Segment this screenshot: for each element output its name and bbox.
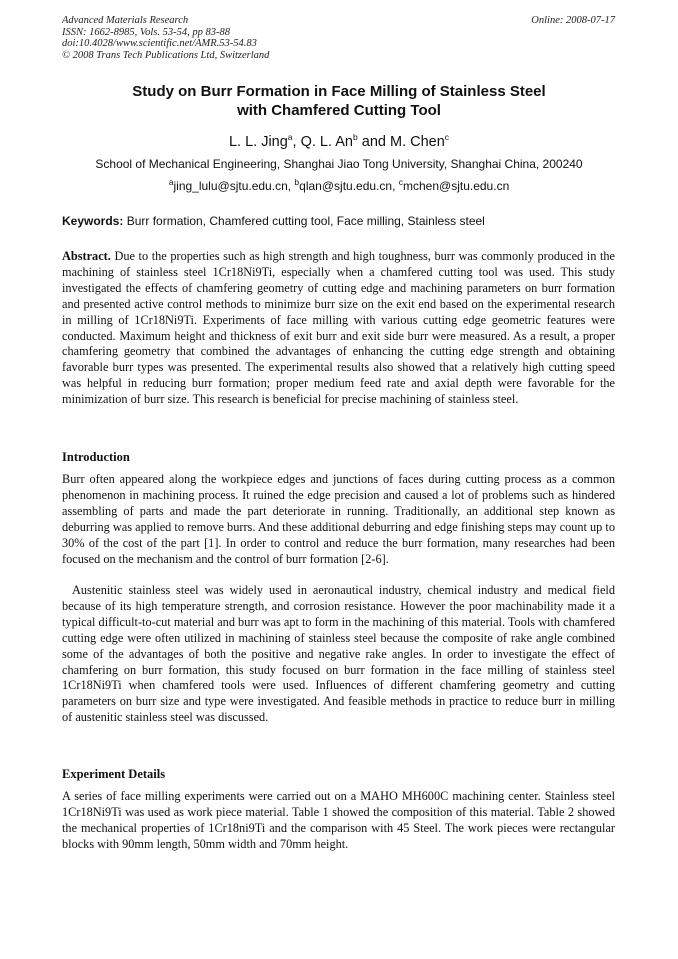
title-line-1: Study on Burr Formation in Face Milling of Stainless Steel [132, 83, 546, 100]
abstract-label: Abstract. [62, 249, 111, 263]
introduction-paragraph-2: Austenitic stainless steel was widely used in aeronautical industry, chemical industry and medical field because of its high temperature strength, and corrosion resistance. However the poor machinability made it a typical difficult-to-cut material and burr was apt to form in the machining of this material. Tools with chamfered cutting edge were often utilized in machining of stainless steel because the composite of rake angle combined some of the advantages of both the positive and negative rake angles. In order to investigate the effect of chamfering on burr formation, this study focused on burr formation in the face milling of stainless steel 1Cr18Ni9Ti when chamfered tools were used. Influences of different chamfering geometry and cutting parameters on burr size and type were investigated. And feasible methods in practice to reduce burr in milling of austenitic stainless steel was discussed. [62, 583, 615, 725]
author-superscript: a [287, 132, 293, 143]
online-date: Online: 2008-07-17 [531, 15, 615, 26]
author-name: L. L. Jing [228, 134, 288, 150]
email-link[interactable]: qlan@sjtu.edu.cn, [299, 179, 396, 193]
email-list [62, 179, 616, 194]
email-link[interactable]: jing_lulu@sjtu.edu.cn, [173, 179, 292, 193]
author-list [62, 133, 616, 151]
keywords [62, 214, 616, 229]
keywords-label: Keywords: [62, 214, 124, 228]
email-superscript: b [294, 177, 300, 187]
abstract [62, 249, 615, 408]
doi-line: doi:10.4028/www.scientific.net/AMR.53-54.83 [62, 38, 257, 49]
email-link[interactable]: mchen@sjtu.edu.cn [403, 179, 510, 193]
experiment-paragraph-1: A series of face milling experiments were carried out on a MAHO MH600C machining center. Stainless steel 1Cr18Ni9Ti was used as work piece material. Table 1 showed the composition of this material. Table 2 showed the mechanical properties of 1Cr18ni9Ti and the comparison with 45 Steel. The work pieces were rectangular blocks with 90mm length, 50mm width and 70mm height. [62, 789, 615, 851]
experiment-heading: Experiment Details [62, 767, 166, 781]
author-name: Q. L. An [300, 134, 353, 150]
copyright-line: © 2008 Trans Tech Publications Ltd, Switzerland [62, 49, 270, 61]
title-line-2: with Chamfered Cutting Tool [237, 102, 441, 119]
author-separator: and [357, 134, 390, 150]
author-separator: , [292, 134, 301, 150]
issn-line: ISSN: 1662-8985, Vols. 53-54, pp 83-88 [62, 26, 230, 38]
author-superscript: b [353, 132, 358, 143]
affiliation: School of Mechanical Engineering, Shanghai Jiao Tong University, Shanghai China, 200240 [95, 157, 583, 171]
email-superscript: c [398, 177, 403, 187]
paper-title [62, 82, 616, 120]
author-superscript: c [444, 132, 450, 143]
author-name: M. Chen [389, 134, 445, 150]
keywords-text: Burr formation, Chamfered cutting tool, Face milling, Stainless steel [123, 214, 485, 228]
introduction-heading: Introduction [62, 450, 130, 464]
introduction-paragraph-1: Burr often appeared along the workpiece edges and junctions of faces during cutting process as a common phenomenon in machining process. It ruined the edge precision and caused a lot of problems such as hindered assembling of parts and made the part deteriorate in running. Traditionally, an additional step known as deburring was applied to remove burrs. And these additional deburring and edge finishing steps may count up to 30% of the cost of the part [1]. In order to control and reduce the burr formation, many researches had been focused on the mechanism and the control of burr formation [2-6]. [62, 472, 615, 566]
email-superscript: a [168, 177, 174, 187]
abstract-text: Due to the properties such as high strength and high toughness, burr was commonly produced in the machining of stainless steel 1Cr18Ni9Ti, especially when a chamfered cutting tool was used. This study investigated the effects of chamfering geometry of cutting edge and machining parameters on burr formation and presented active control methods to minimize burr size on the exit end based on the experimental research in milling of 1Cr18Ni9Ti. Experiments of face milling with various cutting edge geometric features were conducted. Maximum height and thickness of exit burr and exit side burr were measured. As a result, a proper chamfering geometry that combined the advantages of enhancing the cutting edge strength and obtaining favorable burr types was presented. The experimental results also showed that a relatively high cutting speed was helpful in reducing burr formation; proper medium feed rate and axial depth were favorable for the minimization of burr size. This research is beneficial for precise machining of stainless steel. [62, 249, 615, 407]
journal-header [62, 15, 269, 61]
journal-name: Advanced Materials Research [62, 15, 189, 26]
